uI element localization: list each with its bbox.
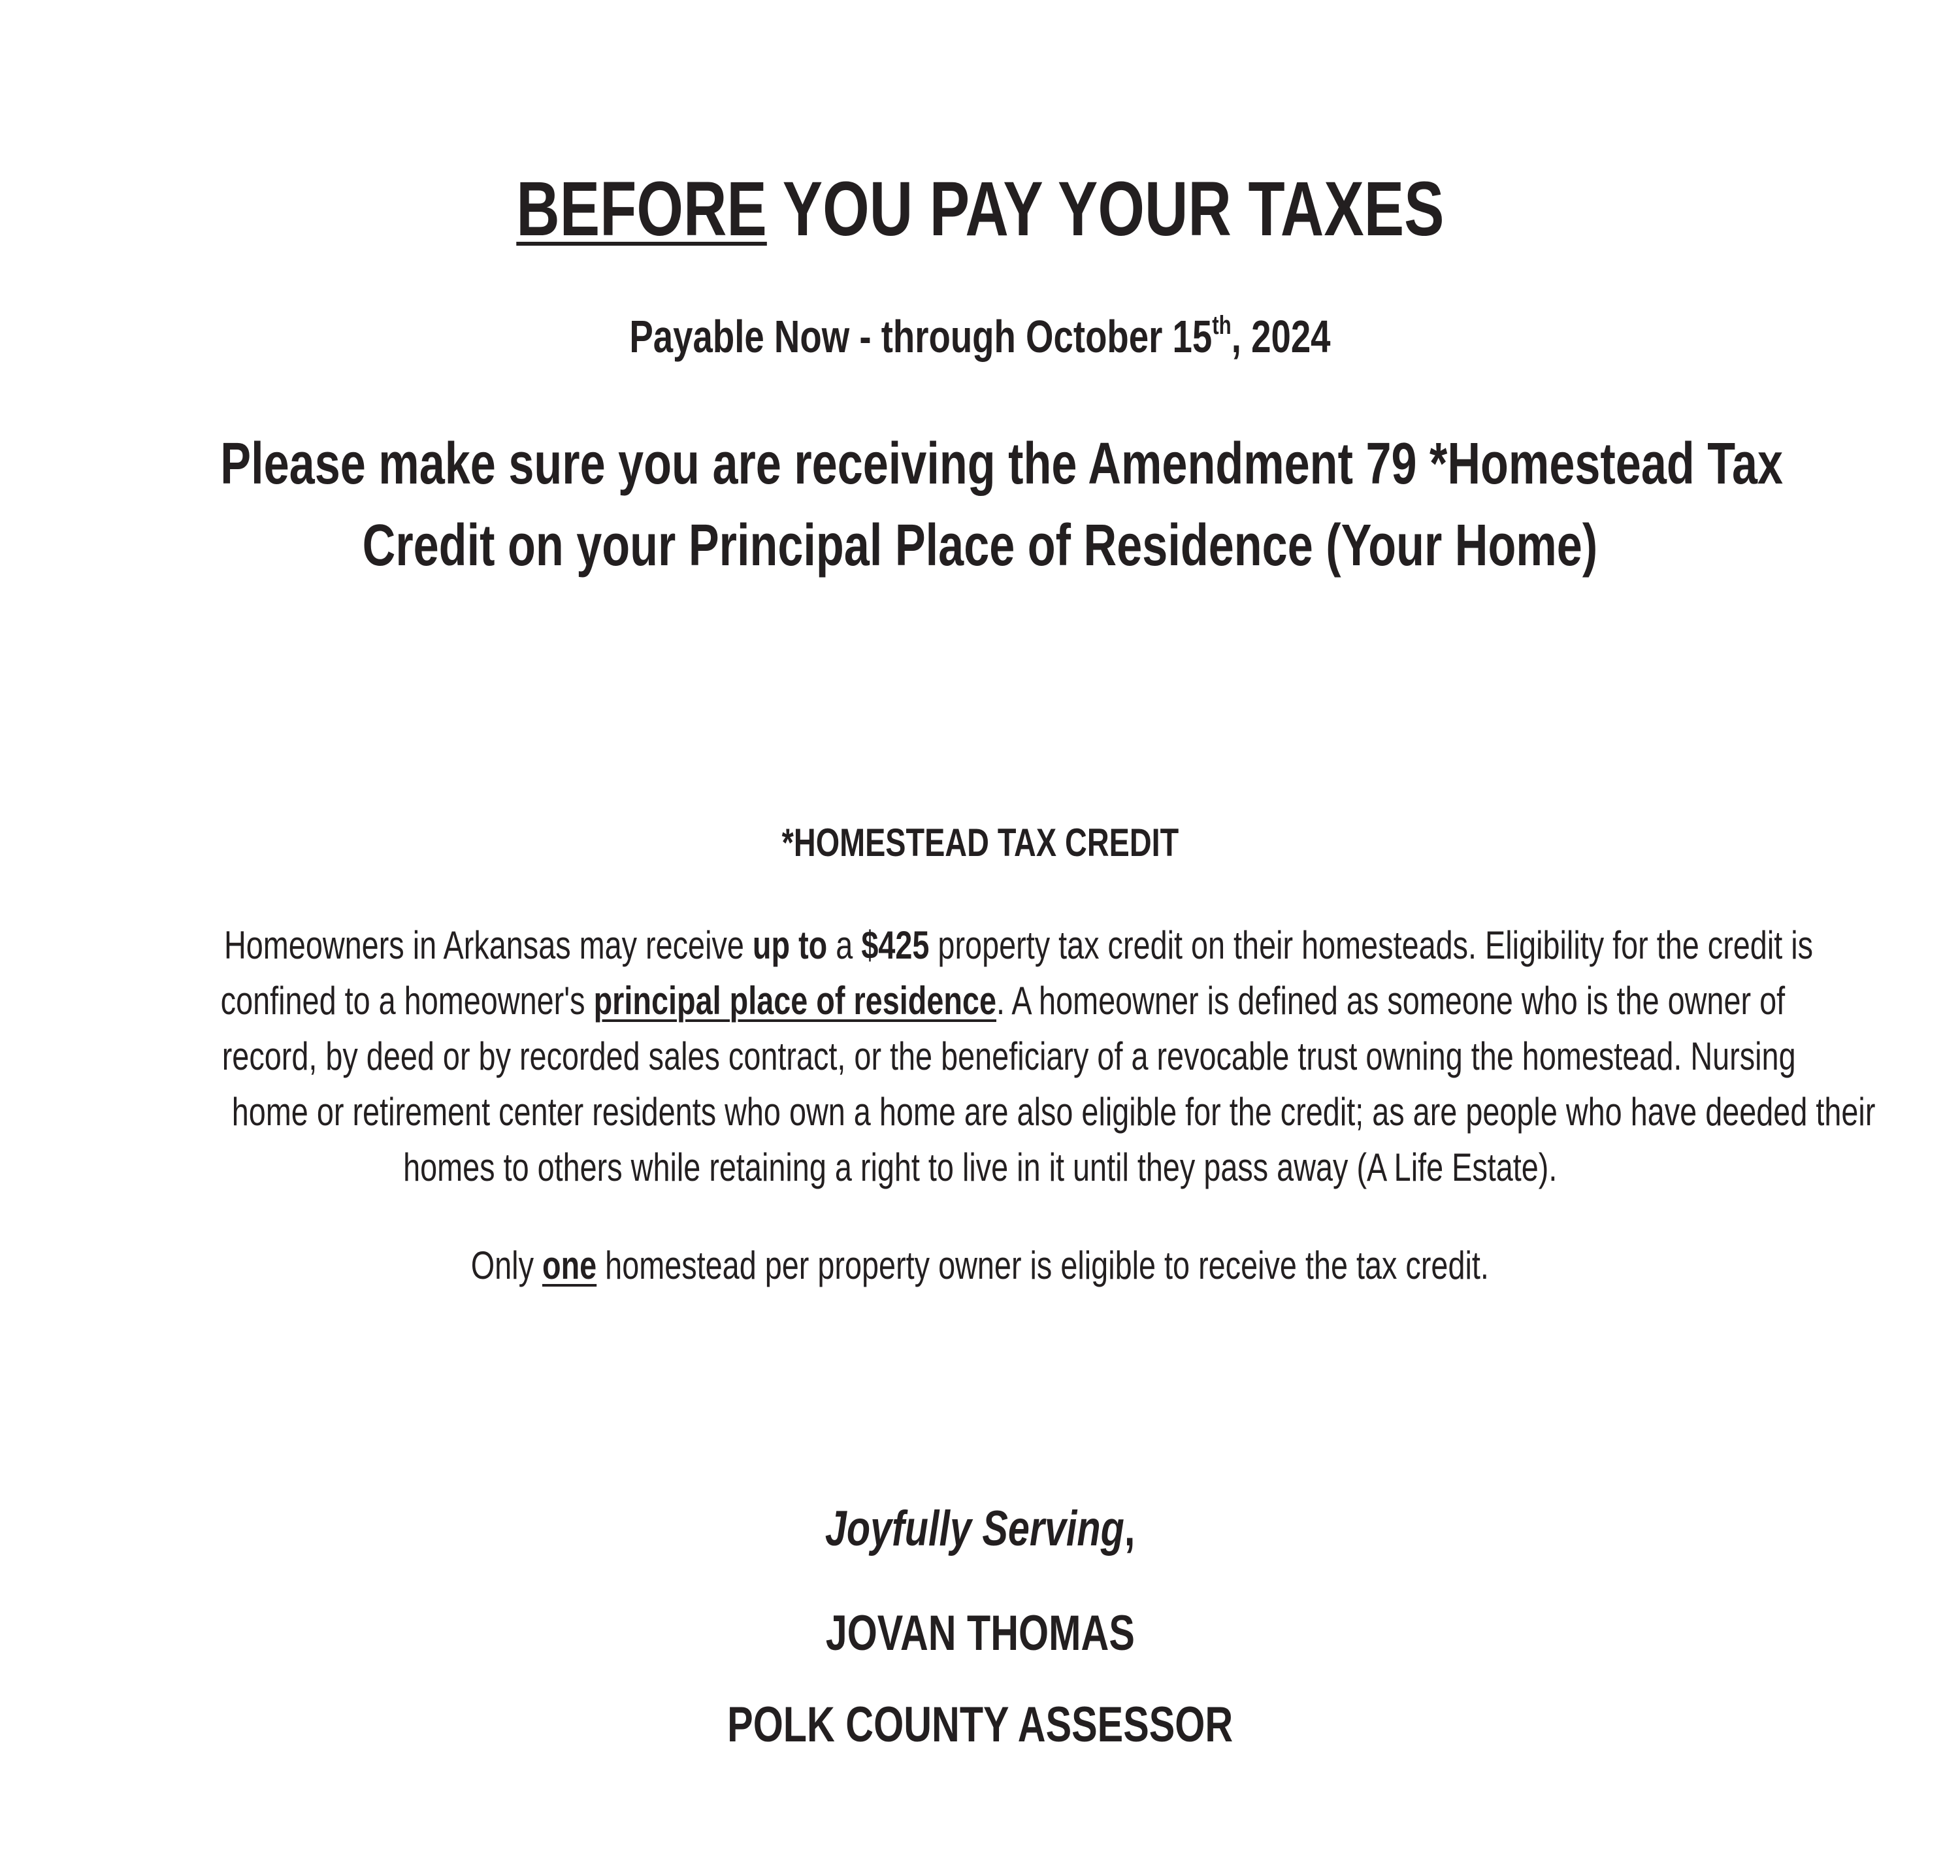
closing-text: Joyfully Serving [825,1501,1124,1556]
signer-title [0,1692,1960,1758]
paragraph-line [0,918,1960,973]
payable-date-line [0,307,1960,366]
paragraph-line [0,974,1960,1029]
underlined-bold-text: one [542,1243,597,1287]
text-run: home or retirement center residents who own a home are also eligible for the credit; as are people who have deeded their [231,1090,1876,1134]
eligibility-note [0,1238,1960,1293]
payable-ordinal: th [1212,311,1232,340]
paragraph-line [0,1140,1960,1195]
signer-title-text: POLK COUNTY ASSESSOR [727,1697,1233,1753]
notice-line-2 [0,510,1960,582]
notice-line-1-text: Please make sure you are receiving the Amendment 79 *Homestead Tax [220,431,1784,497]
signer-name [0,1601,1960,1666]
text-run: a [827,923,862,967]
notice-line-1 [0,428,1960,500]
credit-amount: $425 [861,923,930,967]
text-run: homestead per property owner is eligible to receive the tax credit. [596,1243,1490,1287]
text-run: . A homeowner is defined as someone who is the owner of [996,979,1786,1023]
text-run: homes to others while retaining a right to live in it until they pass away (A Life Estate). [402,1145,1558,1189]
section-heading [0,817,1960,869]
title-emphasis: BEFORE [515,166,767,252]
page-title [0,163,1960,255]
underlined-bold-text: principal place of residence [593,979,996,1023]
text-run: property tax credit on their homesteads. Eligibility for the credit is [929,923,1814,967]
text-run: Homeowners in Arkansas may receive [223,923,753,967]
bold-text: up to [752,923,828,967]
payable-prefix: Payable Now - through October 15 [629,311,1213,362]
section-heading-text: *HOMESTEAD TAX CREDIT [781,821,1179,864]
closing-line [0,1496,1960,1562]
text-run: confined to a homeowner's [220,979,594,1023]
title-rest: YOU PAY YOUR TAXES [766,166,1445,252]
payable-year: , 2024 [1231,311,1331,362]
paragraph-line [0,1029,1960,1084]
closing-comma: , [1124,1501,1135,1556]
paragraph-line [0,1085,1960,1140]
signer-name-text: JOVAN THOMAS [825,1605,1135,1661]
text-run: record, by deed or by recorded sales contract, or the beneficiary of a revocable trust owning the homestead. Nursing [221,1034,1796,1078]
text-run: Only [470,1243,543,1287]
notice-line-2-text: Credit on your Principal Place of Residence (Your Home) [362,513,1598,578]
